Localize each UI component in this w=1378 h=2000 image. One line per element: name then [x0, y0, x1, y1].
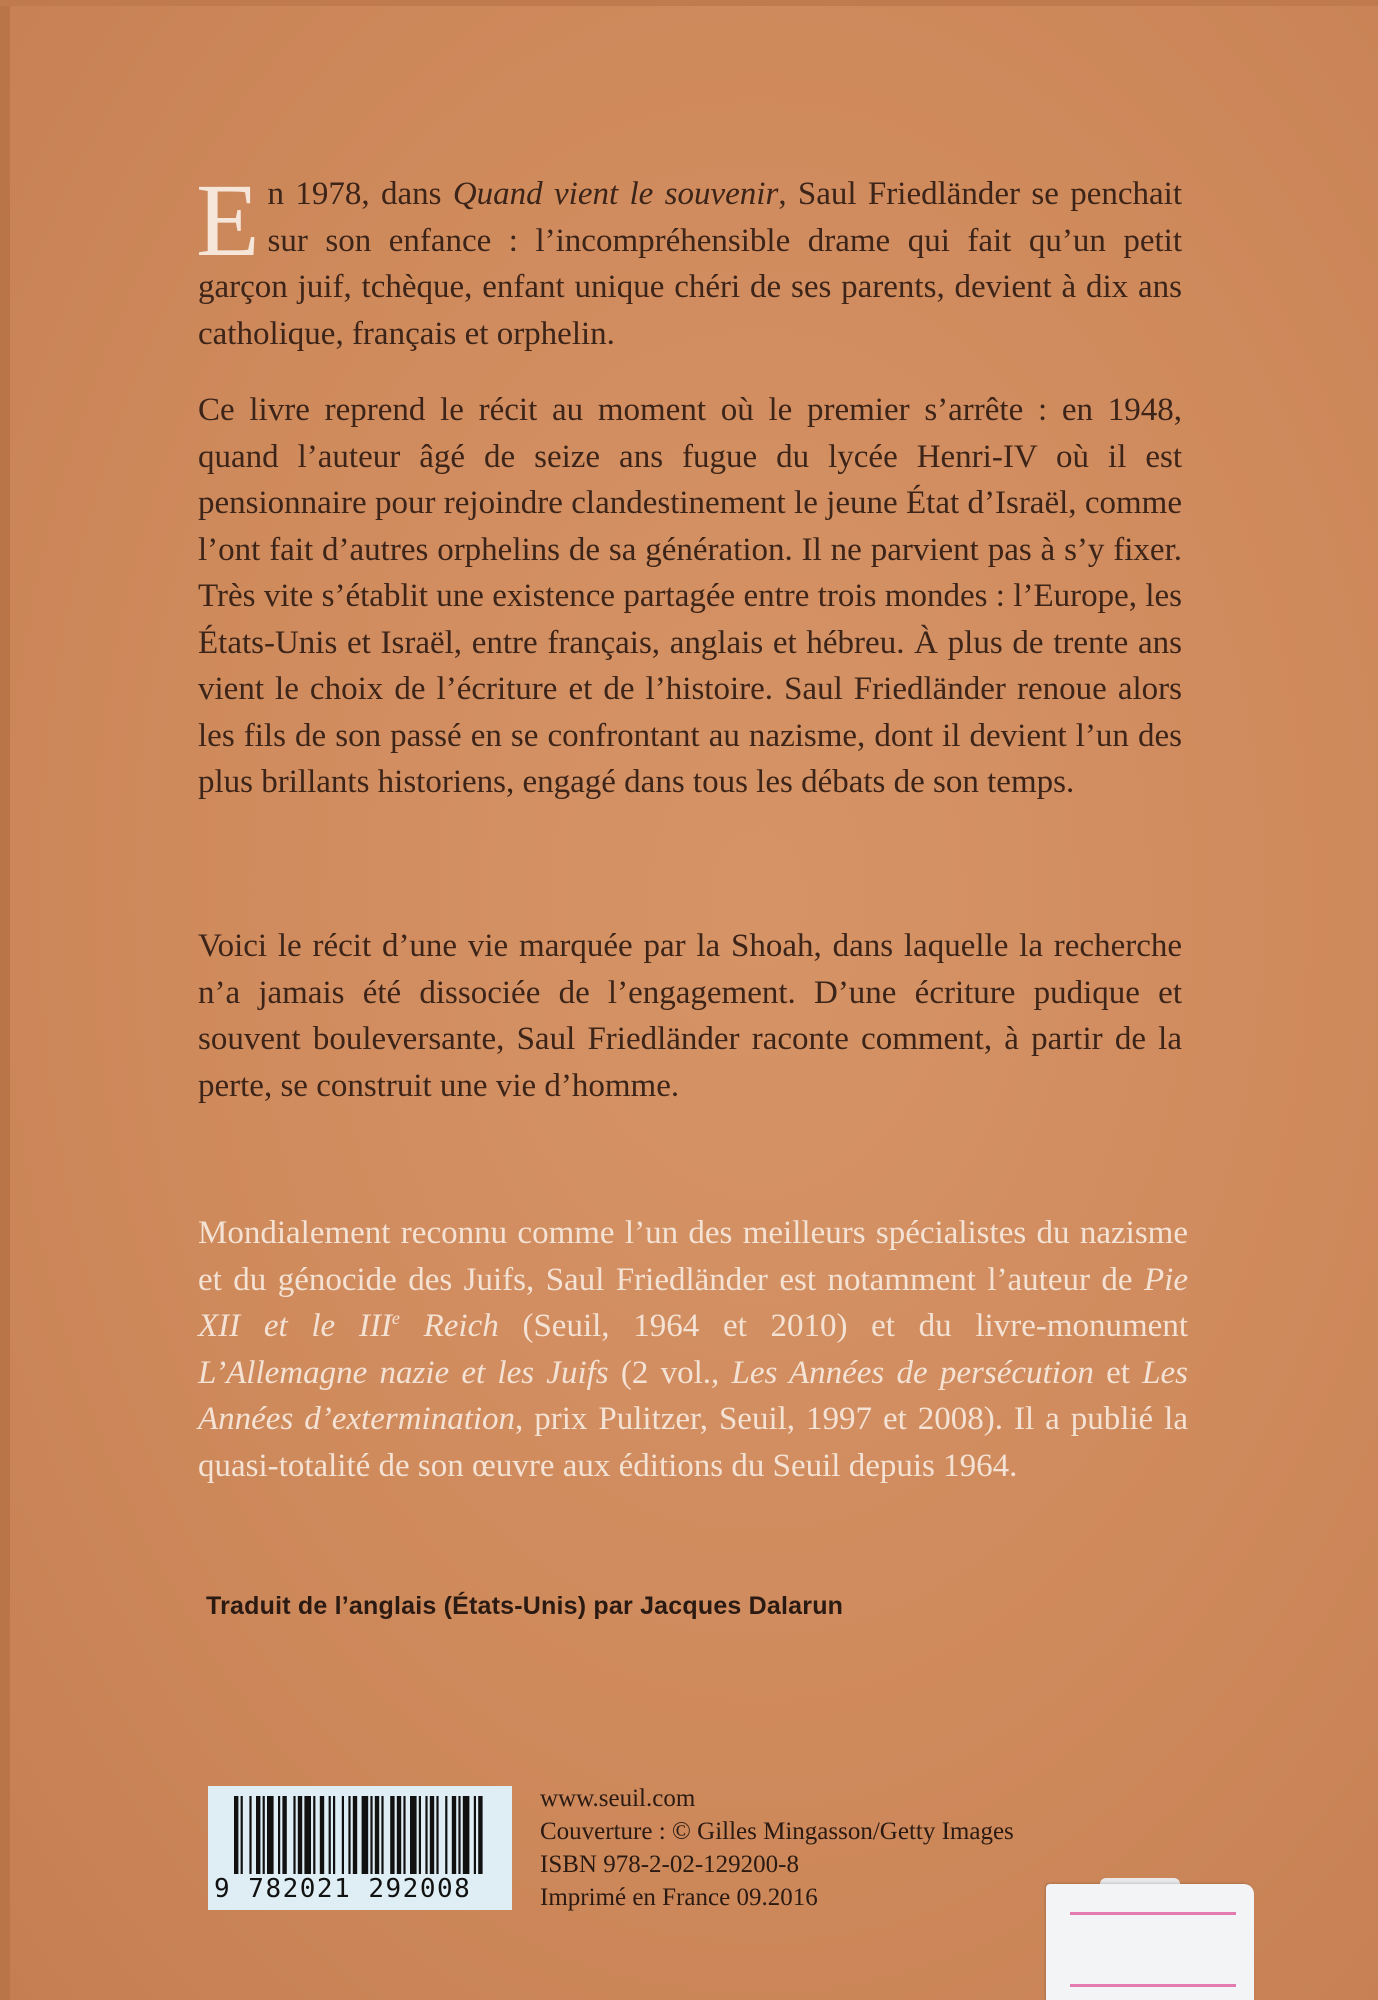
- barcode-bar: [370, 1796, 372, 1874]
- bio-text-5: , prix Pulitzer, Seuil, 1997 et 2008). Il a publié la quasi-totalité de son œuvre aux éditions du Seuil depuis 1964.: [198, 1401, 1188, 1484]
- bio-text-4: et: [1093, 1354, 1143, 1391]
- bio-text-3: (2 vol.,: [608, 1354, 732, 1391]
- barcode-bar: [419, 1796, 421, 1874]
- cover-credit: Couverture : © Gilles Mingasson/Getty Images: [540, 1818, 1014, 1845]
- barcode-bars: [234, 1796, 486, 1874]
- price-sticker: [1046, 1884, 1254, 2000]
- barcode-bar: [234, 1796, 238, 1874]
- barcode-bar: [397, 1796, 401, 1874]
- barcode-bar: [445, 1796, 447, 1874]
- cover-left-edge: [0, 0, 10, 2000]
- barcode-digits: 9 782021 292008: [214, 1874, 472, 1904]
- barcode-bar: [263, 1796, 265, 1874]
- intro-text-start: n 1978, dans: [267, 176, 453, 212]
- sticker-line: [1070, 1984, 1236, 1987]
- barcode-bar: [375, 1796, 379, 1874]
- barcode-bar: [390, 1796, 394, 1874]
- work-title-allemagne-nazie: L’Allemagne nazie et les Juifs: [198, 1354, 609, 1391]
- cover-top-edge: [0, 0, 1378, 6]
- barcode-bar: [474, 1796, 476, 1874]
- barcode-bar: [381, 1796, 383, 1874]
- barcode-bar: [282, 1796, 286, 1874]
- barcode-bar: [348, 1796, 350, 1874]
- intro-text-end: , Saul Friedländer se penchait sur son enfance : l’incompréhensible drame qui fait qu’un petit garçon juif, tchèque, enfant unique chéri de ses parents, devient à dix ans catholique, français et orphelin.: [198, 176, 1183, 352]
- work-title-annees-persecution: Les Années de persécution: [731, 1354, 1094, 1391]
- barcode-bar: [362, 1796, 369, 1874]
- author-bio-paragraph: [198, 1210, 1188, 1489]
- isbn-number: ISBN 978-2-02-129200-8: [540, 1851, 800, 1878]
- barcode-bar: [436, 1796, 438, 1874]
- barcode-bar: [463, 1796, 470, 1874]
- barcode-bar: [313, 1796, 315, 1874]
- publisher-website: www.seuil.com: [540, 1785, 696, 1812]
- barcode-bar: [278, 1796, 280, 1874]
- work-title-pie-xii-part-b: Reich: [399, 1308, 499, 1344]
- barcode-bar: [333, 1796, 335, 1874]
- intro-paragraph: [196, 163, 1183, 357]
- barcode-bar: [241, 1796, 243, 1874]
- barcode-bar: [478, 1796, 482, 1874]
- bio-text-1: Mondialement reconnu comme l’un des meilleurs spécialistes du nazisme et du génocide des Juifs, Saul Friedländer est notamment l’auteur de: [198, 1215, 1188, 1298]
- drop-cap: E: [196, 163, 260, 278]
- work-title-superscript: e: [391, 1308, 400, 1328]
- work-title-pie-xii-part-a: Pie XII et le III: [198, 1261, 1188, 1344]
- barcode-bar: [342, 1796, 344, 1874]
- barcode-bar: [320, 1796, 324, 1874]
- barcode-bar: [353, 1796, 357, 1874]
- barcode-bar: [298, 1796, 302, 1874]
- summary-paragraph: Voici le récit d’une vie marquée par la Shoah, dans laquelle la recherche n’a jamais été dissociée de l’engagement. D’une écriture pudique et souvent bouleversante, Saul Friedländer raconte comment, à partir de la perte, se construit une vie d’homme.: [198, 928, 1182, 1104]
- printing-info: Imprimé en France 09.2016: [540, 1884, 818, 1911]
- barcode-bar: [256, 1796, 260, 1874]
- barcode-bar: [410, 1796, 417, 1874]
- publisher-info: [540, 1782, 1014, 1914]
- book-title-quand-vient-le-souvenir: Quand vient le souvenir: [452, 176, 779, 212]
- translator-credit: Traduit de l’anglais (États-Unis) par Jacques Dalarun: [206, 1592, 844, 1620]
- story-paragraph: Ce livre reprend le récit au moment où le premier s’arrête : en 1948, quand l’auteur âgé de seize ans fugue du lycée Henri-IV où il est pensionnaire pour rejoindre clandestinement le jeune État d’Israël, comme l’ont fait d’autres orphelins de sa génération. Il ne parvient pas à s’y fixer. Très vite s’établit une existence partagée entre trois mondes : l’Europe, les États-Unis et Israël, entre français, anglais et hébreu. À plus de trente ans vient le choix de l’écriture et de l’histoire. Saul Friedländer renoue alors les fils de son passé en se confrontant au nazisme, dont il devient l’un des plus brillants historiens, engagé dans tous les débats de son temps.: [198, 392, 1182, 800]
- barcode-bar: [458, 1796, 460, 1874]
- barcode-bar: [403, 1796, 405, 1874]
- barcode-bar: [304, 1796, 311, 1874]
- work-title-annees-extermination: Les Années d’extermination: [198, 1354, 1188, 1437]
- barcode-bar: [430, 1796, 434, 1874]
- barcode-bar: [267, 1796, 274, 1874]
- barcode-bar: [452, 1796, 456, 1874]
- sticker-line: [1070, 1912, 1236, 1915]
- bio-text-2: (Seuil, 1964 et 2010) et du livre-monument: [498, 1308, 1188, 1344]
- barcode-bar: [249, 1796, 251, 1874]
- barcode-bar: [425, 1796, 427, 1874]
- barcode-bar: [293, 1796, 295, 1874]
- barcode-bar: [329, 1796, 331, 1874]
- isbn-barcode: [208, 1786, 512, 1910]
